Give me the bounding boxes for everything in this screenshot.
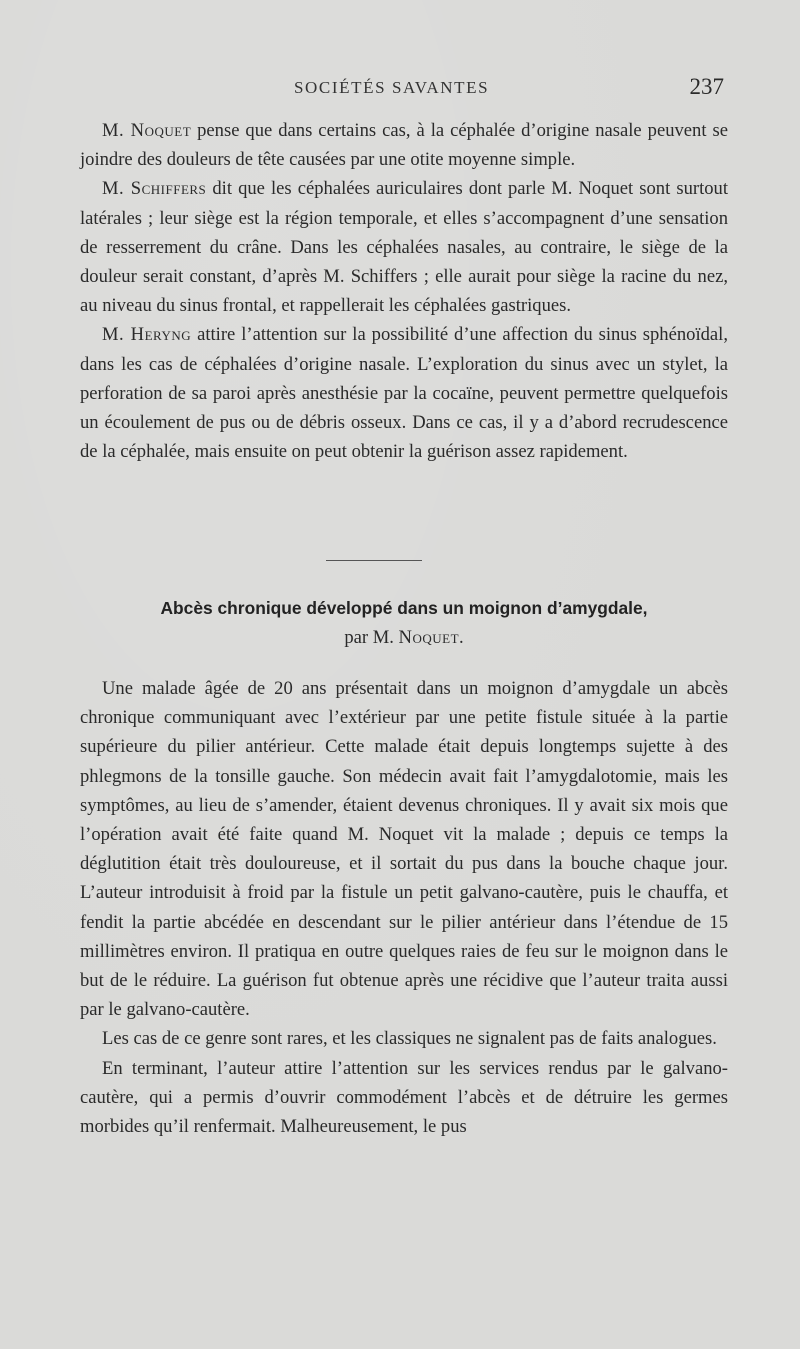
byline-author: Noquet bbox=[398, 627, 460, 648]
byline-prefix: par M. bbox=[344, 627, 399, 648]
article-title: Abcès chronique développé dans un moignon d’amygdale, bbox=[160, 598, 648, 618]
speaker-name: M. Heryng bbox=[102, 324, 192, 346]
running-title: SOCIÉTÉS SAVANTES bbox=[294, 78, 490, 97]
article-byline bbox=[80, 623, 728, 652]
paragraph-schiffers bbox=[80, 174, 728, 320]
byline-suffix: . bbox=[459, 627, 464, 648]
speaker-name: M. Schiffers bbox=[102, 178, 207, 200]
paragraph-text: dit que les céphalées auriculaires dont parle M. Noquet sont surtout latérales ; leur siège est la région temporale, et elles s’accompagnent d’une sensation de resserrement du crâne. Dans les céphalées nasales, au contraire, le siège de la douleur serait constant, d’après M. Schiffers ; elle aurait pour siège la racine du nez, au niveau du sinus frontal, et rappellerait les céphalées gastriques. bbox=[80, 178, 728, 317]
paragraph-text: attire l’attention sur la possibilité d’une affection du sinus sphénoïdal, dans les cas de céphalées d’origine nasale. L’exploration du sinus avec un stylet, la perforation de sa paroi après anesthésie par la cocaïne, peuvent permettre quelquefois un écoulement de pus ou de débris osseux. Dans ce cas, il y a d’abord recrudescence de la céphalée, mais ensuite on peut obtenir la guérison assez rapidement. bbox=[80, 324, 728, 463]
article-paragraph: En terminant, l’auteur attire l’attention sur les services rendus par le galvano-cautère, qui a permis d’ouvrir commodément l’abcès et de détruire les germes morbides qu’il renfermait. Malheureusement, le pus bbox=[80, 1057, 728, 1138]
article-paragraph: Les cas de ce genre sont rares, et les classiques ne signalent pas de faits analogues. bbox=[102, 1028, 717, 1050]
paragraph-noquet bbox=[80, 116, 728, 174]
article-heading bbox=[80, 594, 728, 652]
paragraph-heryng bbox=[80, 320, 728, 466]
article-paragraph: Une malade âgée de 20 ans présentait dans un moignon d’amygdale un abcès chronique communiquant avec l’extérieur par une petite fistule située à la partie supérieure du pilier antérieur. Cette malade était depuis longtemps sujette à des phlegmons de la tonsille gauche. Son médecin avait fait l’amygdalotomie, mais les symptômes, au lieu de s’amender, étaient devenus chroniques. Il y avait six mois que l’opération avait été faite quand M. Noquet vit la malade ; depuis ce temps la déglutition était très douloureuse, et il sortait du pus dans la bouche chaque jour. L’auteur introduisit à froid par la fistule un petit galvano-cautère, puis le chauffa, et fendit la partie abcédée en descendant sur le pilier antérieur dans l’étendue de 15 millimètres environ. Il pratiqua en outre quelques raies de feu sur le moignon dans le but de le réduire. La guérison fut obtenue après une récidive que l’auteur traita aussi par le galvano-cautère. bbox=[80, 678, 728, 1021]
page-number: 237 bbox=[689, 74, 724, 99]
speaker-name: M. Noquet bbox=[102, 120, 192, 141]
paragraph-text: pense que dans certains cas, à la céphalée d’origine nasale peuvent se joindre des douleurs de tête causées par une otite moyenne simple. bbox=[80, 120, 728, 171]
running-header bbox=[80, 76, 728, 106]
discussion-block bbox=[80, 116, 728, 466]
article-body bbox=[80, 674, 728, 1141]
section-divider bbox=[326, 560, 422, 561]
